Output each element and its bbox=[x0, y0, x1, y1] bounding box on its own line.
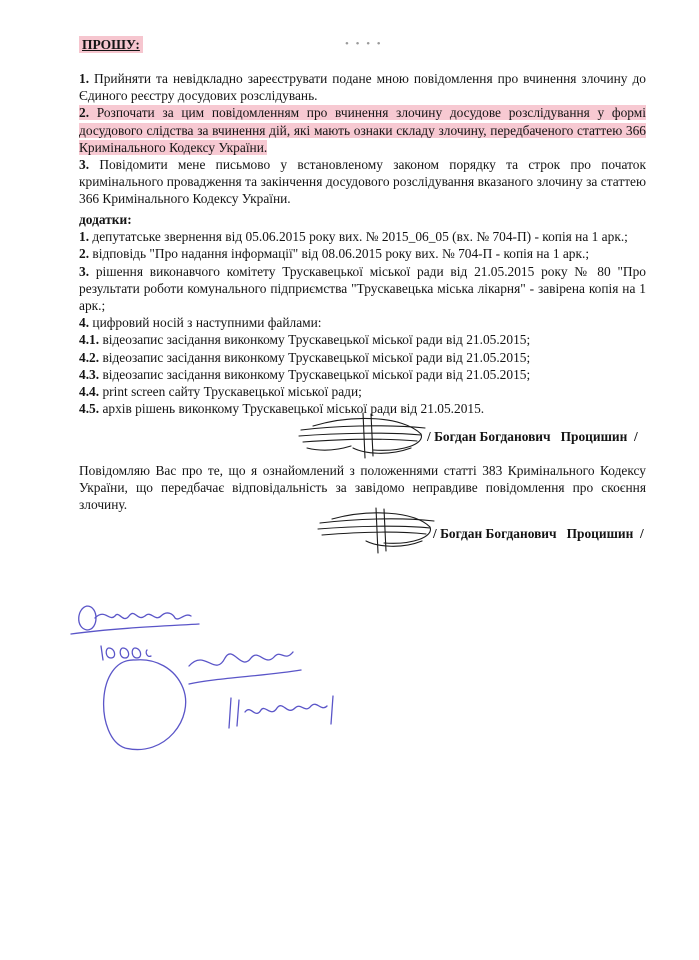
attachment-item: 4.4. print screen сайту Трускавецької міської ради; bbox=[79, 384, 362, 400]
request-item-highlighted: 2. Розпочати за цим повідомленням про вчинення злочину досудове розслідування у формі досудового слідства за вчинення дій, які мають ознаки складу злочину, передбаченого статтею 366 Кримінального Кодексу України. bbox=[79, 105, 646, 155]
attachment-item: 4.5. архів рішень виконкому Трускавецької міської ради від 21.05.2015. bbox=[79, 401, 485, 417]
signature-name-1: / Богдан Богданович Процишин / bbox=[427, 429, 638, 444]
scan-mark: • • • • bbox=[345, 38, 383, 50]
signature-scribble-1 bbox=[293, 408, 433, 463]
attachment-item: 4. цифровий носій з наступними файлами: bbox=[79, 315, 322, 331]
request-item: 3. Повідомити мене письмово у встановленому законом порядку та строк про початок кримінального провадження та закінчення досудового розслідування вказаного злочину за статтею 366 Кримінального Кодексу України. bbox=[79, 157, 646, 207]
liability-notice: Повідомляю Вас про те, що я ознайомлений з положеннями статті 383 Кримінального Кодексу України, що передбачає відповідальність за завідомо неправдиве повідомлення про скоєння злочину. bbox=[79, 463, 646, 513]
attachment-item: 2. відповідь "Про надання інформації" від 08.06.2015 року вих. № 704-П - копія на 1 арк.; bbox=[79, 246, 590, 262]
attachment-item: 4.3. відеозапис засідання виконкому Трускавецької міської ради від 21.05.2015; bbox=[79, 366, 531, 382]
signature-name-2: / Богдан Богданович Процишин / bbox=[433, 526, 644, 541]
request-item: 1. Прийняти та невідкладно зареєструвати подане мною повідомлення про вчинення злочину до Єдиного реєстру досудових розслідувань. bbox=[79, 71, 646, 104]
attachment-item: 3. рішення виконавчого комітету Трускавецької міської ради від 21.05.2015 року № 80 "Про результати роботи комунального підприємства "Трускавецька міська лікарня" - завірена копія на 1 арк.; bbox=[79, 263, 646, 314]
request-list bbox=[79, 70, 646, 208]
attachment-item: 4.2. відеозапис засідання виконкому Трускавецької міської ради від 21.05.2015; bbox=[79, 349, 531, 365]
attachments-title: додатки: bbox=[79, 212, 132, 227]
handwritten-receipt-mark bbox=[65, 588, 355, 778]
request-heading: ПРОШУ: bbox=[79, 36, 143, 53]
attachment-item: 1. депутатське звернення від 05.06.2015 року вих. № 2015_06_05 (вх. № 704-П) - копія на 1 арк.; bbox=[79, 229, 628, 245]
attachment-item: 4.1. відеозапис засідання виконкому Трускавецької міської ради від 21.05.2015; bbox=[79, 332, 531, 348]
signature-scribble-2 bbox=[314, 505, 439, 557]
attachments-list bbox=[79, 211, 646, 417]
